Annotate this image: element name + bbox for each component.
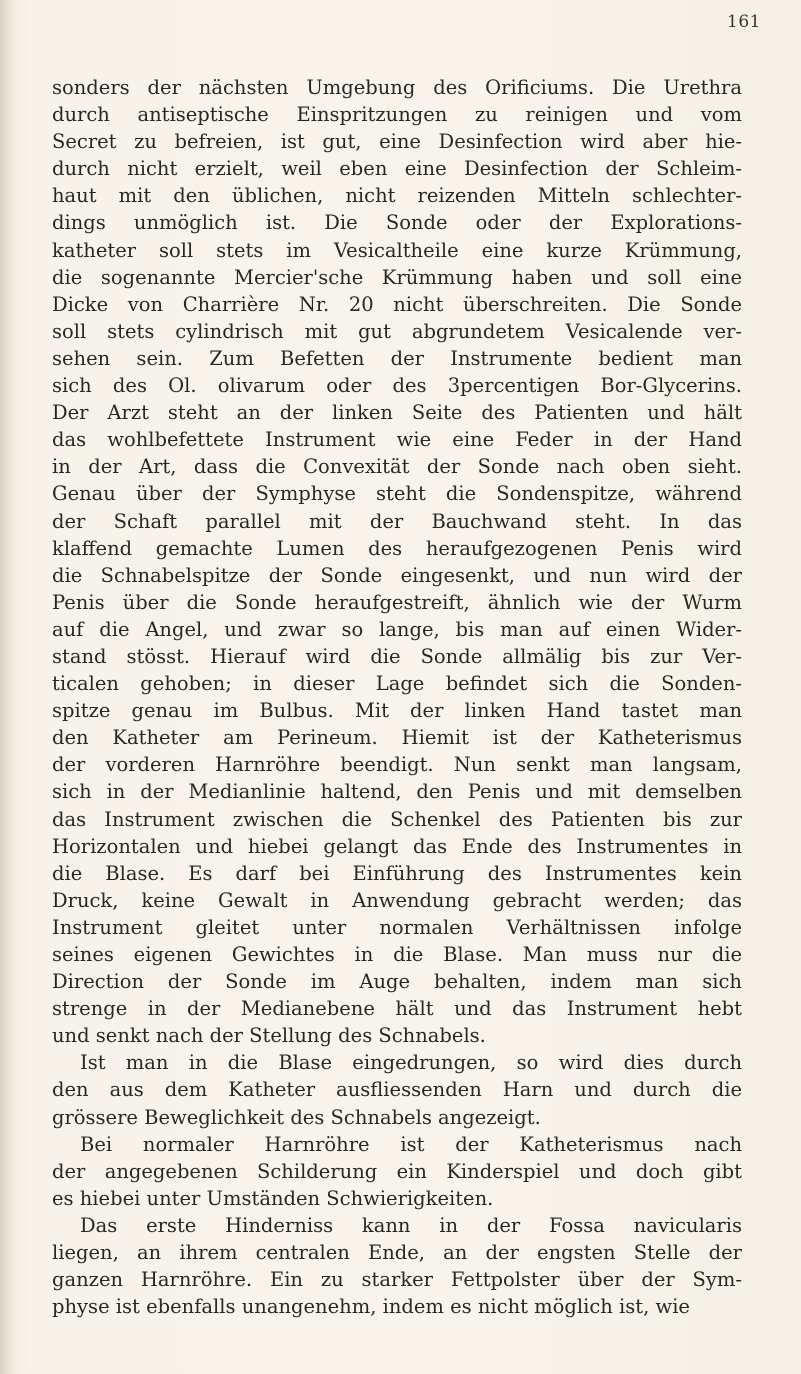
text-line: in der Art, dass die Convexität der Sonde nach oben sieht. xyxy=(52,455,742,479)
text-line: liegen, an ihrem centralen Ende, an der engsten Stelle der xyxy=(52,1241,742,1265)
body-text xyxy=(52,74,742,1320)
text-line: die Blase. Es darf bei Einführung des Instrumentes kein xyxy=(52,861,742,885)
text-line: Genau über der Symphyse steht die Sondenspitze, während xyxy=(52,482,742,506)
text-line: sich in der Medianlinie haltend, den Penis und mit demselben xyxy=(52,780,742,804)
text-line: Penis über die Sonde heraufgestreift, ähnlich wie der Wurm xyxy=(52,590,742,614)
text-line: ganzen Harnröhre. Ein zu starker Fettpolster über der Sym- xyxy=(52,1268,742,1292)
text-line: katheter soll stets im Vesicaltheile eine kurze Krümmung, xyxy=(52,238,742,262)
text-line: Ist man in die Blase eingedrungen, so wird dies durch xyxy=(80,1051,742,1075)
text-line: Der Arzt steht an der linken Seite des Patienten und hält xyxy=(52,401,742,425)
text-line: physe ist ebenfalls unangenehm, indem es nicht möglich ist, wie xyxy=(52,1295,690,1319)
text-line: der Schaft parallel mit der Bauchwand steht. In das xyxy=(52,509,742,533)
text-line: spitze genau im Bulbus. Mit der linken Hand tastet man xyxy=(52,699,742,723)
text-line: grössere Beweglichkeit des Schnabels angezeigt. xyxy=(52,1105,541,1129)
text-line: Druck, keine Gewalt in Anwendung gebracht werden; das xyxy=(52,888,742,912)
text-line: es hiebei unter Umständen Schwierigkeiten. xyxy=(52,1186,494,1210)
text-line: dings unmöglich ist. Die Sonde oder der Explorations- xyxy=(52,211,742,235)
page-gutter-shadow xyxy=(0,0,14,1374)
page-number: 161 xyxy=(727,12,761,32)
text-line: auf die Angel, und zwar so lange, bis man auf einen Wider- xyxy=(52,617,742,641)
text-line: ticalen gehoben; in dieser Lage befindet sich die Sonden- xyxy=(52,672,742,696)
text-line: sehen sein. Zum Befetten der Instrumente bedient man xyxy=(52,346,742,370)
text-line: Dicke von Charrière Nr. 20 nicht überschreiten. Die Sonde xyxy=(52,292,742,316)
text-line: das wohlbefettete Instrument wie eine Feder in der Hand xyxy=(52,428,742,452)
text-line: den Katheter am Perineum. Hiemit ist der Katheterismus xyxy=(52,726,742,750)
text-line: Instrument gleitet unter normalen Verhältnissen infolge xyxy=(52,915,742,939)
text-line: die Schnabelspitze der Sonde eingesenkt, und nun wird der xyxy=(52,563,742,587)
text-line: Das erste Hinderniss kann in der Fossa navicularis xyxy=(80,1213,742,1237)
text-line: der angegebenen Schilderung ein Kinderspiel und doch gibt xyxy=(52,1159,742,1183)
text-line: sich des Ol. olivarum oder des 3percentigen Bor-Glycerins. xyxy=(52,374,742,398)
text-line: das Instrument zwischen die Schenkel des Patienten bis zur xyxy=(52,807,742,831)
text-line: seines eigenen Gewichtes in die Blase. Man muss nur die xyxy=(52,943,742,966)
text-line: und senkt nach der Stellung des Schnabels. xyxy=(52,1024,486,1048)
text-line: durch antiseptische Einspritzungen zu reinigen und vom xyxy=(52,103,742,127)
text-line: die sogenannte Mercier'sche Krümmung haben und soll eine xyxy=(52,265,742,289)
text-line: durch nicht erzielt, weil eben eine Desinfection der Schleim- xyxy=(52,157,742,181)
text-line: Horizontalen und hiebei gelangt das Ende des Instrumentes in xyxy=(52,834,742,858)
text-line: der vorderen Harnröhre beendigt. Nun senkt man langsam, xyxy=(52,753,742,777)
text-line: stand stösst. Hierauf wird die Sonde allmälig bis zur Ver- xyxy=(52,644,742,668)
text-line: Bei normaler Harnröhre ist der Katheterismus nach xyxy=(80,1132,742,1156)
text-line: haut mit den üblichen, nicht reizenden Mitteln schlechter- xyxy=(52,184,742,208)
text-line: klaffend gemachte Lumen des heraufgezogenen Penis wird xyxy=(52,536,742,560)
text-line: strenge in der Medianebene hält und das Instrument hebt xyxy=(52,997,742,1021)
text-line: sonders der nächsten Umgebung des Orificiums. Die Urethra xyxy=(52,76,742,99)
text-line: soll stets cylindrisch mit gut abgrundetem Vesicalende ver- xyxy=(52,319,742,343)
text-line: Direction der Sonde im Auge behalten, indem man sich xyxy=(52,970,742,994)
text-line: Secret zu befreien, ist gut, eine Desinfection wird aber hie- xyxy=(52,130,742,154)
text-line: den aus dem Katheter ausfliessenden Harn und durch die xyxy=(52,1078,742,1102)
